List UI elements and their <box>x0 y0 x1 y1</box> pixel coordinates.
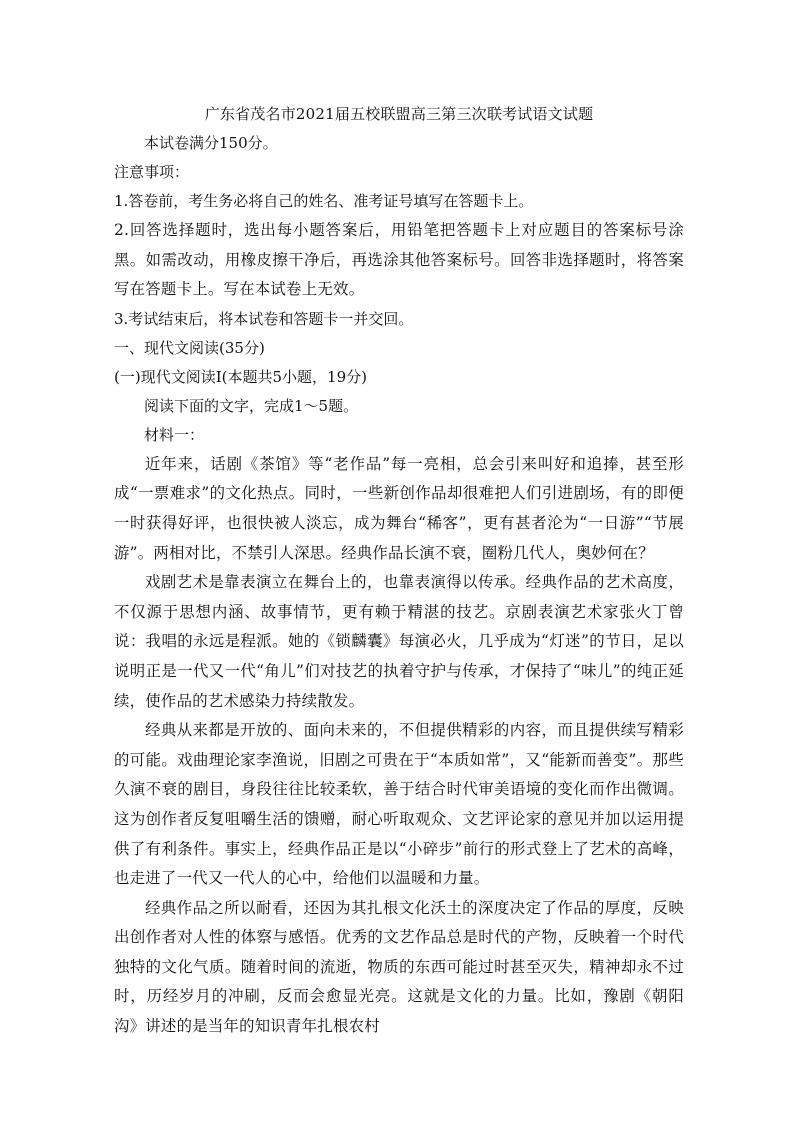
document-title: 广东省茂名市2021届五校联盟高三第三次联考试语文试题 <box>204 105 594 123</box>
body-paragraph: 经典从来都是开放的、面向未来的，不但提供精彩的内容，而且提供续写精彩的可能。戏曲理论家李渔说，旧剧之可贵在于“本质如常”，又“能新而善变”。那些久演不衰的剧目，身段往往比较柔软，善于结合时代审美语境的变化而作出微调。这为创作者反复咀嚼生活的馈赠，耐心听取观众、文艺评论家的意见并加以运用提供了有利条件。事实上，经典作品正是以“小碎步”前行的形式登上了艺术的高峰，也走进了一代又一代人的心中，给他们以温暖和力量。 <box>114 721 684 888</box>
full-score-note: 本试卷满分150分。 <box>144 134 278 152</box>
notice-item: 1.答卷前，考生务必将自己的姓名、准考证号填写在答题卡上。 <box>114 192 534 210</box>
body-paragraph: 经典作品之所以耐看，还因为其扎根文化沃土的深度决定了作品的厚度，反映出创作者对人性的体察与感悟。优秀的文艺作品总是时代的产物，反映着一个时代独特的文化气质。随着时间的流逝，物质的东西可能过时甚至灭失，精神却永不过时，历经岁月的冲刷，反而会愈显光亮。这就是文化的力量。比如，豫剧《朝阳沟》讲述的是当年的知识青年扎根农村 <box>114 898 684 1036</box>
notice-item: 3.考试结束后，将本试卷和答题卡一并交回。 <box>114 309 414 328</box>
section-heading: 一、现代文阅读(35分) <box>114 338 265 357</box>
reading-instruction: 阅读下面的文字，完成1～5题。 <box>144 396 359 415</box>
notice-item: 2.回答选择题时，选出每小题答案后，用铅笔把答题卡上对应题目的答案标号涂黑。如需改动，用橡皮擦干净后，再选涂其他答案标号。回答非选择题时，将答案写在答题卡上。写在本试卷上无效。 <box>114 221 684 299</box>
body-paragraph: 近年来，话剧《茶馆》等“老作品”每一亮相，总会引来叫好和追捧，甚至形成“一票难求”的文化热点。同时，一些新创作品却很难把人们引进剧场，有的即便一时获得好评，也很快被人淡忘，成为舞台“稀客”，更有甚者沦为“一日游”“节展游”。两相对比，不禁引人深思。经典作品长演不衰，圈粉几代人，奥妙何在？ <box>114 454 684 562</box>
notice-heading: 注意事项： <box>114 163 190 181</box>
material-label: 材料一： <box>144 425 205 444</box>
subsection-heading: (一)现代文阅读I(本题共5小题，19分) <box>114 367 367 386</box>
body-paragraph: 戏剧艺术是靠表演立在舞台上的，也靠表演得以传承。经典作品的艺术高度，不仅源于思想内涵、故事情节，更有赖于精湛的技艺。京剧表演艺术家张火丁曾说：我唱的永远是程派。她的《锁麟囊》每演必火，几乎成为“灯迷”的节日，足以说明正是一代又一代“角儿”们对技艺的执着守护与传承，才保持了“味儿”的纯正延续，使作品的艺术感染力持续散发。 <box>114 573 684 710</box>
